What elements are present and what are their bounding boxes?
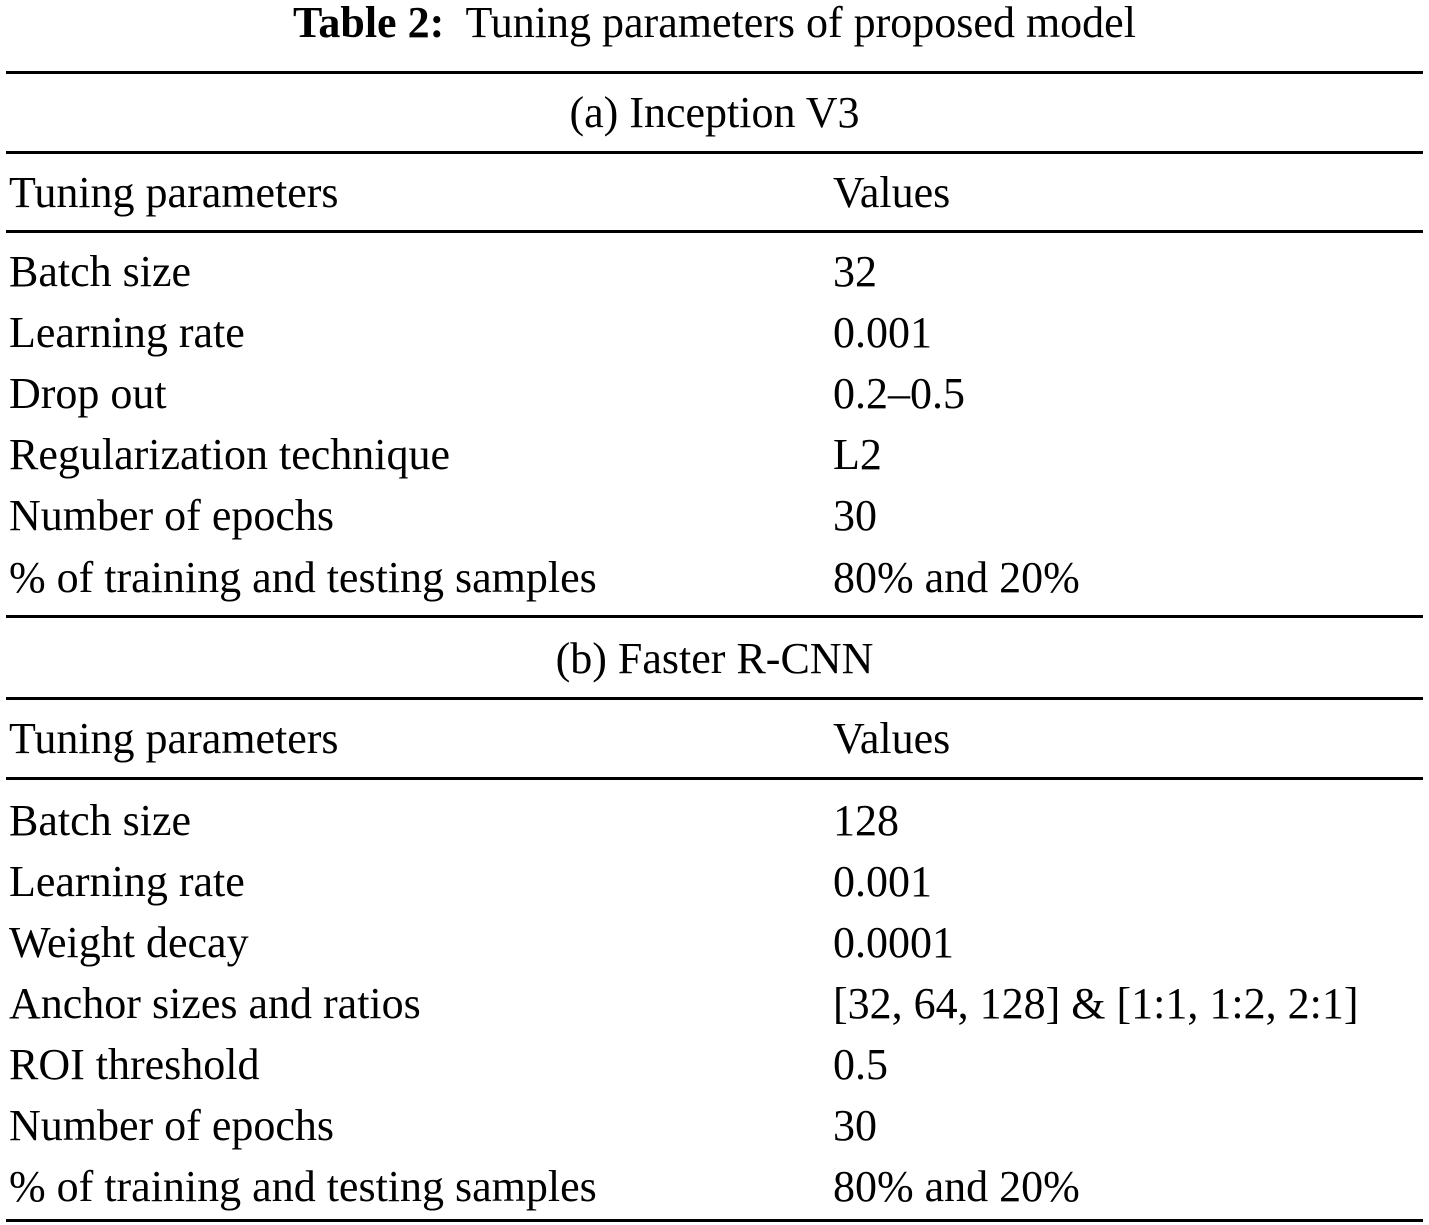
table-caption-text: Tuning parameters of proposed model xyxy=(465,0,1136,47)
table-caption xyxy=(0,0,1429,48)
bottom-rule xyxy=(6,1219,1423,1222)
section-a-header-param: Tuning parameters xyxy=(9,168,339,217)
table-row-param: Number of epochs xyxy=(9,1101,335,1150)
table-row-value: 128 xyxy=(833,796,899,845)
table-row-param: Learning rate xyxy=(9,857,245,906)
table-row-param: Number of epochs xyxy=(9,491,335,540)
section-a-title-rule xyxy=(6,151,1423,154)
table-row-value: 32 xyxy=(833,247,877,296)
table-row-value: 30 xyxy=(833,491,877,540)
table-row-value: 80% and 20% xyxy=(833,553,1080,602)
section-b-title-rule xyxy=(6,697,1423,700)
table-row-param: Batch size xyxy=(9,796,192,845)
table-row-value: 0.001 xyxy=(833,857,932,906)
top-rule xyxy=(6,71,1423,74)
table-row-param: ROI threshold xyxy=(9,1040,260,1089)
table-row-value: 0.2–0.5 xyxy=(833,369,965,418)
table-row-value: 80% and 20% xyxy=(833,1162,1080,1211)
section-b-header-value: Values xyxy=(833,714,951,763)
table-row-value: L2 xyxy=(833,430,882,479)
table-label: Table 2: xyxy=(293,0,445,47)
table-row-param: % of training and testing samples xyxy=(9,553,597,602)
table-row-param: % of training and testing samples xyxy=(9,1162,597,1211)
table-row-param: Anchor sizes and ratios xyxy=(9,979,421,1028)
section-b-top-rule xyxy=(6,615,1423,618)
section-a-header-value: Values xyxy=(833,168,951,217)
section-a-header-rule xyxy=(6,230,1423,233)
table-row-param: Weight decay xyxy=(9,918,249,967)
section-a-title: (a) Inception V3 xyxy=(569,88,860,137)
table-row-param: Drop out xyxy=(9,369,167,418)
table-row-value: 30 xyxy=(833,1101,877,1150)
table-row-param: Regularization technique xyxy=(9,430,451,479)
section-b-header-param: Tuning parameters xyxy=(9,714,339,763)
section-b-title: (b) Faster R-CNN xyxy=(555,634,874,683)
table-row-value: 0.001 xyxy=(833,308,932,357)
table-row-param: Learning rate xyxy=(9,308,245,357)
table-row-value: [32, 64, 128] & [1:1, 1:2, 2:1] xyxy=(833,979,1359,1028)
table-row-value: 0.0001 xyxy=(833,918,954,967)
table-row-value: 0.5 xyxy=(833,1040,888,1089)
section-b-header-rule xyxy=(6,777,1423,780)
table-row-param: Batch size xyxy=(9,247,192,296)
